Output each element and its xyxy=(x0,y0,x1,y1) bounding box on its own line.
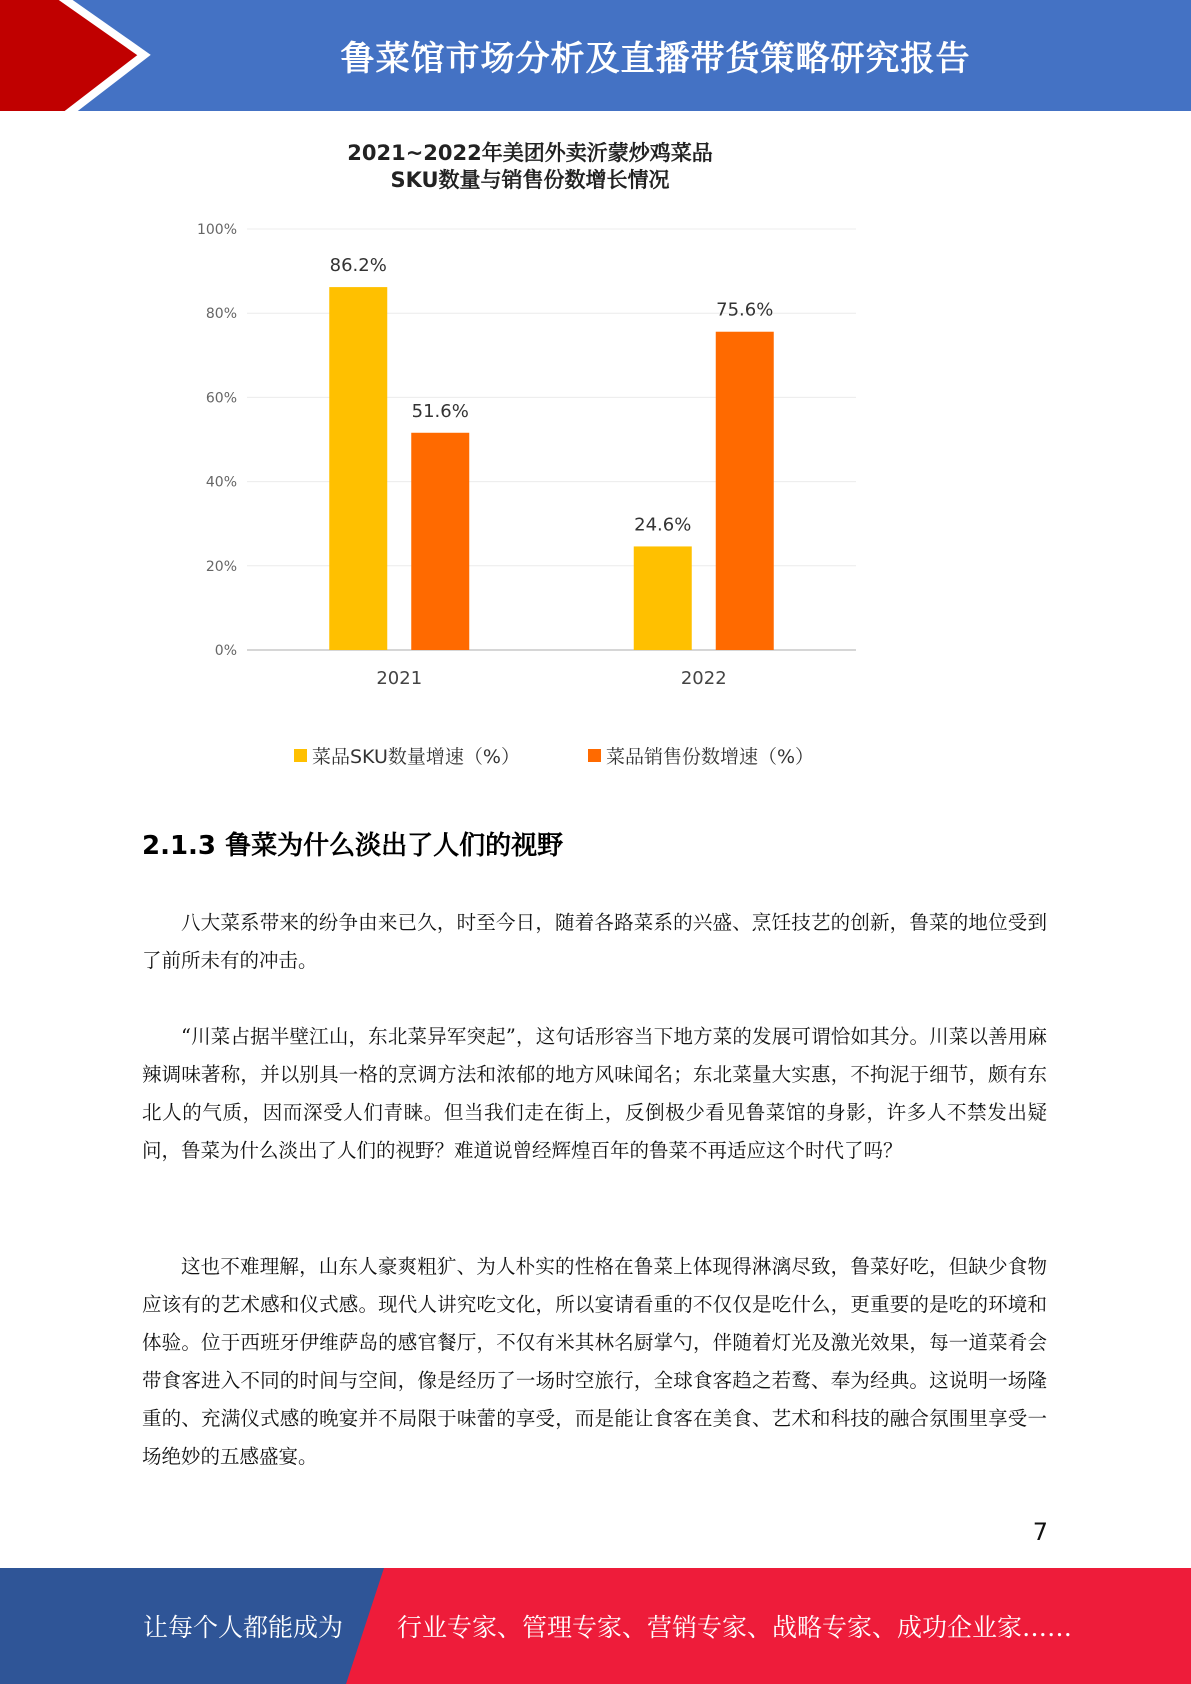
legend-label-sku: 菜品SKU数量增速（%） xyxy=(312,746,520,768)
chart-title-line1: 2021~2022年美团外卖沂蒙炒鸡菜品 xyxy=(347,141,713,165)
paragraph: “川菜占据半壁江山，东北菜异军突起”，这句话形容当下地方菜的发展可谓恰如其分。川菜以善用麻辣调味著称，并以别具一格的烹调方法和浓郁的地方风味闻名；东北菜量大实惠，不拘泥于细节，颇有东北人的气质，因而深受人们青睐。但当我们走在街上，反倒极少看见鲁菜馆的身影，许多人不禁发出疑问，鲁菜为什么淡出了人们的视野？难道说曾经辉煌百年的鲁菜不再适应这个时代了吗？ xyxy=(142,1025,1047,1162)
x-tick-label: 2021 xyxy=(376,668,423,689)
page-footer xyxy=(0,1568,1191,1684)
page-number: 7 xyxy=(1032,1518,1048,1546)
footer-slogan-left: 让每个人都能成为 xyxy=(143,1613,344,1642)
x-tick-label: 2022 xyxy=(680,668,727,689)
data-label: 75.6% xyxy=(716,299,774,321)
chart-title-line2: SKU数量与销售份数增长情况 xyxy=(390,168,670,192)
bar xyxy=(329,287,387,650)
data-label: 24.6% xyxy=(634,514,692,536)
data-label: 51.6% xyxy=(411,400,469,422)
report-title: 鲁菜馆市场分析及直播带货策略研究报告 xyxy=(340,39,971,79)
legend-swatch-sales xyxy=(588,749,601,762)
bar xyxy=(634,546,692,650)
bar xyxy=(411,433,469,650)
bar-chart xyxy=(170,130,890,780)
legend-item-sku xyxy=(294,742,520,769)
footer-slogan-right: 行业专家、管理专家、营销专家、战略专家、成功企业家…… xyxy=(397,1613,1073,1642)
page-header xyxy=(0,0,1191,111)
bar xyxy=(716,332,774,650)
paragraph: 这也不难理解，山东人豪爽粗犷、为人朴实的性格在鲁菜上体现得淋漓尽致，鲁菜好吃，但缺少食物应该有的艺术感和仪式感。现代人讲究吃文化，所以宴请看重的不仅仅是吃什么，更重要的是吃的环境和体验。位于西班牙伊维萨岛的感官餐厅，不仅有米其林名厨掌勺，伴随着灯光及激光效果，每一道菜肴会带食客进入不同的时间与空间，像是经历了一场时空旅行，全球食客趋之若鹜、奉为经典。这说明一场隆重的、充满仪式感的晚宴并不局限于味蕾的享受，而是能让食客在美食、艺术和科技的融合氛围里享受一场绝妙的五感盛宴。 xyxy=(142,1255,1047,1468)
header-chevron-decoration xyxy=(0,0,160,111)
legend-item-sales xyxy=(588,742,814,769)
chart-plot xyxy=(170,130,890,740)
y-tick-label: 80% xyxy=(205,306,237,323)
y-tick-label: 0% xyxy=(214,643,237,659)
y-tick-label: 100% xyxy=(196,222,237,238)
legend-label-sales: 菜品销售份数增速（%） xyxy=(606,746,815,768)
data-label: 86.2% xyxy=(329,255,387,277)
y-tick-label: 20% xyxy=(205,558,237,575)
y-tick-label: 40% xyxy=(205,474,237,491)
y-tick-label: 60% xyxy=(205,390,237,407)
chart-legend xyxy=(170,742,890,772)
legend-swatch-sku xyxy=(294,749,307,762)
paragraph: 八大菜系带来的纷争由来已久，时至今日，随着各路菜系的兴盛、烹饪技艺的创新，鲁菜的地位受到了前所未有的冲击。 xyxy=(142,911,1047,972)
section-heading: 2.1.3 鲁菜为什么淡出了人们的视野 xyxy=(142,831,564,861)
